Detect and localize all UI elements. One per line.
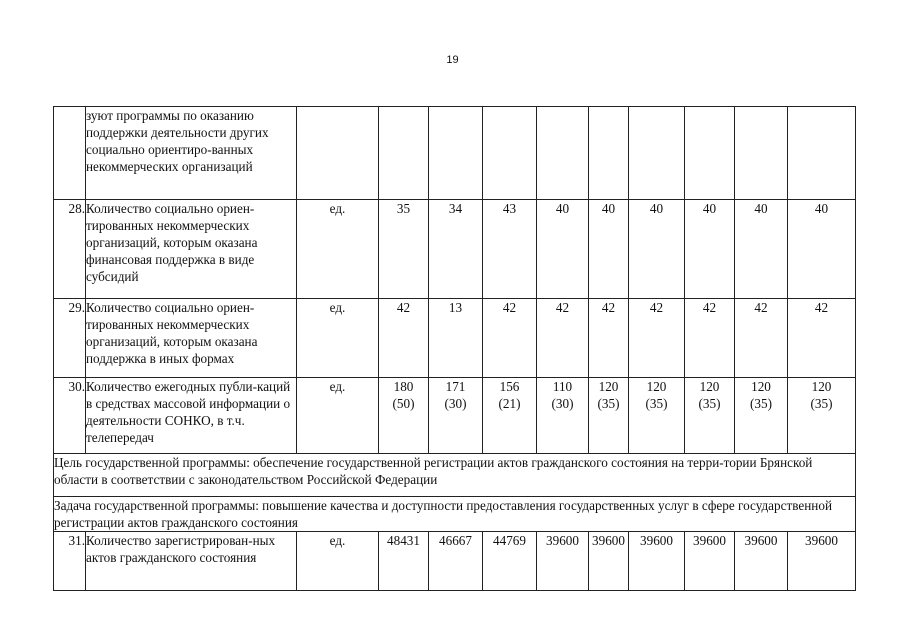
unit-cell (297, 107, 379, 200)
value-cell (629, 378, 685, 454)
value-cell: 40 (589, 200, 629, 299)
unit-cell: ед. (297, 200, 379, 299)
value-cell (735, 378, 788, 454)
value-cell: 42 (735, 299, 788, 378)
indicator-name: Количество социально ориен-тированных некоммерческих организаций, которым оказана финансовая поддержка в виде субсидий (86, 200, 297, 299)
value-main: 120 (598, 379, 619, 394)
value-cell (589, 107, 629, 200)
value-cell: 40 (629, 200, 685, 299)
value-main: 120 (699, 379, 720, 394)
value-cell: 39600 (685, 532, 735, 591)
value-cell (788, 378, 856, 454)
value-sub: (35) (645, 396, 668, 411)
value-sub: (30) (444, 396, 467, 411)
value-cell (735, 107, 788, 200)
indicator-name: Количество зарегистрирован-ных актов гражданского состояния (86, 532, 297, 591)
indicator-name: Количество социально ориен-тированных некоммерческих организаций, которым оказана поддержка в иных формах (86, 299, 297, 378)
program-task: Задача государственной программы: повышение качества и доступности предоставления государственных услуг в сфере государственной регистрации актов гражданского состояния (54, 497, 856, 532)
value-sub: (35) (597, 396, 620, 411)
value-main: 120 (646, 379, 667, 394)
table-row (54, 299, 856, 378)
value-cell (429, 378, 483, 454)
value-cell: 44769 (483, 532, 537, 591)
value-cell: 39600 (735, 532, 788, 591)
value-sub: (21) (498, 396, 521, 411)
value-cell: 35 (379, 200, 429, 299)
value-cell (429, 107, 483, 200)
value-cell: 42 (788, 299, 856, 378)
table-row (54, 200, 856, 299)
value-cell: 42 (379, 299, 429, 378)
value-cell (379, 107, 429, 200)
indicators-table (53, 106, 856, 591)
value-cell: 48431 (379, 532, 429, 591)
value-cell (537, 107, 589, 200)
value-cell (788, 107, 856, 200)
value-sub: (30) (551, 396, 574, 411)
value-main: 156 (499, 379, 520, 394)
row-number: 31. (54, 532, 86, 591)
value-cell: 40 (788, 200, 856, 299)
table-row (54, 107, 856, 200)
value-sub: (50) (392, 396, 415, 411)
table-row (54, 532, 856, 591)
value-cell: 42 (537, 299, 589, 378)
value-sub: (35) (750, 396, 772, 411)
value-cell: 39600 (537, 532, 589, 591)
value-cell: 39600 (629, 532, 685, 591)
unit-cell: ед. (297, 299, 379, 378)
value-cell: 42 (483, 299, 537, 378)
table-row (54, 378, 856, 454)
value-cell (379, 378, 429, 454)
value-cell (685, 378, 735, 454)
value-sub: (35) (810, 396, 833, 411)
value-cell: 13 (429, 299, 483, 378)
value-cell: 42 (685, 299, 735, 378)
unit-cell: ед. (297, 532, 379, 591)
page-number: 19 (446, 54, 459, 66)
value-cell: 39600 (788, 532, 856, 591)
value-cell (483, 107, 537, 200)
value-cell: 40 (537, 200, 589, 299)
value-cell (629, 107, 685, 200)
task-row (54, 497, 856, 532)
value-cell (483, 378, 537, 454)
unit-cell: ед. (297, 378, 379, 454)
value-cell: 40 (735, 200, 788, 299)
row-number: 29. (54, 299, 86, 378)
value-main: 180 (393, 379, 414, 394)
value-cell: 40 (685, 200, 735, 299)
indicator-name: Количество ежегодных публи-каций в средствах массовой информации о деятельности СОНКО, в т.ч. телепередач (86, 378, 297, 454)
value-cell (685, 107, 735, 200)
program-goal: Цель государственной программы: обеспечение государственной регистрации актов гражданского состояния на терри-тории Брянской области в соответствии с законодательством Российской Федерации (54, 454, 856, 497)
value-main: 171 (445, 379, 466, 394)
value-cell (589, 378, 629, 454)
value-cell: 39600 (589, 532, 629, 591)
row-number: 28. (54, 200, 86, 299)
value-sub: (35) (698, 396, 721, 411)
value-main: 120 (811, 379, 832, 394)
value-cell (537, 378, 589, 454)
row-number (54, 107, 86, 200)
value-cell: 42 (589, 299, 629, 378)
row-number: 30. (54, 378, 86, 454)
goal-row (54, 454, 856, 497)
value-main: 120 (751, 379, 771, 394)
value-main: 110 (552, 379, 573, 394)
value-cell: 42 (629, 299, 685, 378)
value-cell: 43 (483, 200, 537, 299)
value-cell: 34 (429, 200, 483, 299)
indicator-name: зуют программы по оказанию поддержки деятельности других социально ориентиро-ванных некоммерческих организаций (86, 107, 297, 200)
value-cell: 46667 (429, 532, 483, 591)
